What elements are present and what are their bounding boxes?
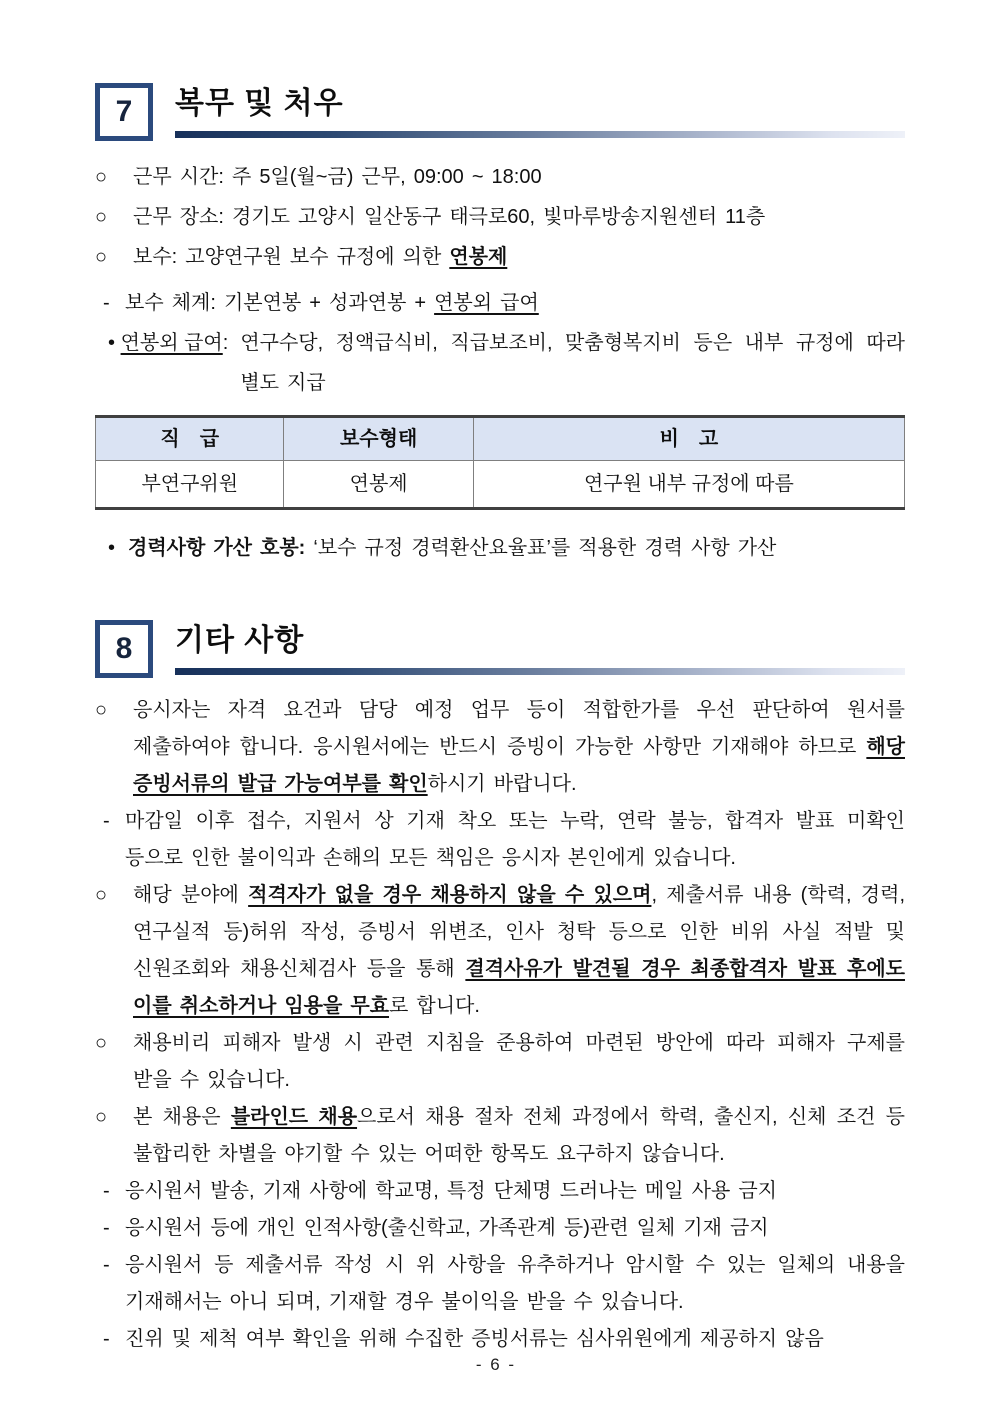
career-bonus-rest: ‘보수 규정 경력환산요율표’를 적용한 경력 사항 가산 bbox=[305, 537, 777, 559]
p3-post: 로 합니다. bbox=[389, 995, 480, 1017]
p5-post: 으로서 채용 절차 전체 과정에서 학력, 출신지, 신체 조건 등 불합리한 차별을 야기할 수 있는 어떠한 항목도 요구하지 않습니다. bbox=[133, 1106, 905, 1165]
extra-pay-item bbox=[108, 323, 905, 403]
p3-mid: , 제출서류 내용 (학력, 경력, 연구실적 등)허위 작성, 증빙서 위변조, 인사 청탁 등으로 인한 비위 사실 적발 및 신원조회와 채용신체검사 등을 통해 bbox=[133, 884, 905, 980]
section-8-body bbox=[95, 692, 905, 1358]
section-8-gradient-bar bbox=[175, 668, 905, 675]
pay-system-underline: 연봉외 급여 bbox=[434, 292, 539, 314]
section-8-number: 8 bbox=[115, 632, 133, 665]
section-8-title: 기타 사항 bbox=[175, 624, 305, 657]
notice-deadline-text: 마감일 이후 접수, 지원서 상 기재 착오 또는 누락, 연락 불능, 합격자 발표 미확인 등으로 인한 불이익과 손해의 모든 책임은 응시자 본인에게 있습니다. bbox=[125, 810, 905, 869]
pay-table-header-row bbox=[96, 417, 905, 461]
section-7-title-wrap bbox=[175, 83, 905, 143]
pay-table-row bbox=[96, 461, 905, 509]
pay-table-header-paytype: 보수형태 bbox=[284, 417, 473, 461]
dash-bullet-icon: - bbox=[103, 292, 110, 314]
p1-pre: 응시자는 자격 요건과 담당 예정 업무 등이 적합한가를 우선 판단하여 원서를 제출하여야 합니다. 응시원서에는 반드시 증빙이 가능한 사항만 기재해야 하므로 bbox=[133, 699, 905, 758]
pay-system-item bbox=[103, 283, 905, 323]
section-7-title: 복무 및 처우 bbox=[175, 87, 344, 120]
notice-deadline bbox=[103, 803, 905, 877]
extra-pay-colon: : bbox=[222, 332, 229, 354]
notice-disqualification bbox=[95, 877, 905, 1025]
notice-disqualification-text bbox=[133, 877, 905, 1025]
dot-bullet-icon: • bbox=[108, 332, 116, 354]
circle-bullet-icon: ○ bbox=[95, 1032, 108, 1054]
circle-bullet-icon: ○ bbox=[95, 1106, 108, 1128]
extra-pay-text: 연구수당, 정액급식비, 직급보조비, 맞춤형복지비 등은 내부 규정에 따라 별도 지급 bbox=[240, 332, 905, 394]
career-bonus-strong: 경력사항 가산 호봉: bbox=[128, 537, 306, 559]
circle-bullet-icon: ○ bbox=[95, 206, 108, 228]
pay-system-text bbox=[125, 283, 905, 323]
career-bonus-item bbox=[108, 528, 905, 568]
circle-bullet-icon: ○ bbox=[95, 246, 108, 268]
dash-bullet-icon: - bbox=[103, 1180, 110, 1202]
pay-text bbox=[133, 237, 905, 277]
pay-table-header-note: 비 고 bbox=[473, 417, 904, 461]
notice-applicant-check-text bbox=[133, 692, 905, 803]
p3-strong2: 결격사유가 발견될 경우 최종합격자 발표 후에도 이를 취소하거나 임용을 무효 bbox=[133, 958, 905, 1017]
section-8-title-wrap bbox=[175, 620, 905, 680]
notice-no-personal-info-text: 응시원서 등에 개인 인적사항(출신학교, 가족관계 등)관련 일체 기재 금지 bbox=[125, 1217, 769, 1239]
pay-system-pre: 보수 체계: 기본연봉 + 성과연봉 + bbox=[125, 292, 435, 314]
notice-no-implication bbox=[103, 1247, 905, 1321]
section-8-header bbox=[95, 620, 905, 680]
pay-item bbox=[95, 237, 905, 277]
p3-pre: 해당 분야에 bbox=[133, 884, 249, 906]
circle-bullet-icon: ○ bbox=[95, 699, 108, 721]
notice-no-school-email-text: 응시원서 발송, 기재 사항에 학교명, 특정 단체명 드러나는 메일 사용 금지 bbox=[125, 1180, 777, 1202]
p3-strong1: 적격자가 없을 경우 채용하지 않을 수 있으며 bbox=[248, 884, 652, 906]
career-bonus-text bbox=[128, 528, 905, 568]
section-7 bbox=[95, 83, 905, 568]
notice-no-personal-info bbox=[103, 1210, 905, 1247]
circle-bullet-icon: ○ bbox=[95, 884, 108, 906]
extra-pay-head bbox=[108, 323, 240, 403]
pay-text-strong: 연봉제 bbox=[449, 246, 508, 268]
notice-blind-hiring bbox=[95, 1099, 905, 1173]
pay-text-pre: 보수: 고양연구원 보수 규정에 의한 bbox=[133, 246, 450, 268]
section-7-body bbox=[95, 157, 905, 568]
section-8 bbox=[95, 620, 905, 1358]
pay-table-cell-rank: 부연구위원 bbox=[96, 461, 284, 509]
work-place-text: 근무 장소: 경기도 고양시 일산동구 태극로60, 빛마루방송지원센터 11층 bbox=[133, 206, 766, 228]
p1-post: 하시기 바랍니다. bbox=[427, 773, 577, 795]
section-7-number-box bbox=[95, 83, 153, 141]
p1-strong: 해당 증빙서류의 발급 가능여부를 확인 bbox=[133, 736, 905, 795]
section-7-number: 7 bbox=[115, 95, 133, 128]
notice-evidence-privacy-text: 진위 및 제척 여부 확인을 위해 수집한 증빙서류는 심사위원에게 제공하지 않음 bbox=[125, 1328, 824, 1350]
dash-bullet-icon: - bbox=[103, 1217, 110, 1239]
section-7-header bbox=[95, 83, 905, 143]
dot-bullet-icon: • bbox=[108, 537, 116, 559]
p5-strong: 블라인드 채용 bbox=[230, 1106, 358, 1128]
pay-table-cell-paytype: 연봉제 bbox=[284, 461, 473, 509]
section-7-gradient-bar bbox=[175, 131, 905, 138]
notice-blind-hiring-text bbox=[133, 1099, 905, 1173]
pay-table-cell-note: 연구원 내부 규정에 따름 bbox=[473, 461, 904, 509]
pay-table bbox=[95, 415, 905, 510]
work-place-item bbox=[95, 197, 905, 237]
work-time-item bbox=[95, 157, 905, 197]
notice-victim-relief-text: 채용비리 피해자 발생 시 관련 지침을 준용하여 마련된 방안에 따라 피해자 구제를 받을 수 있습니다. bbox=[133, 1032, 905, 1091]
dash-bullet-icon: - bbox=[103, 1254, 110, 1276]
dash-bullet-icon: - bbox=[103, 810, 110, 832]
notice-applicant-check bbox=[95, 692, 905, 803]
extra-pay-label: 연봉외 급여 bbox=[120, 332, 223, 354]
notice-victim-relief bbox=[95, 1025, 905, 1099]
p5-pre: 본 채용은 bbox=[133, 1106, 231, 1128]
section-8-number-box bbox=[95, 620, 153, 678]
dash-bullet-icon: - bbox=[103, 1328, 110, 1350]
circle-bullet-icon: ○ bbox=[95, 166, 108, 188]
notice-no-implication-text: 응시원서 등 제출서류 작성 시 위 사항을 유추하거나 암시할 수 있는 일체의 내용을 기재해서는 아니 되며, 기재할 경우 불이익을 받을 수 있습니다. bbox=[125, 1254, 905, 1313]
notice-no-school-email bbox=[103, 1173, 905, 1210]
pay-table-header-rank: 직 급 bbox=[96, 417, 284, 461]
notice-evidence-privacy bbox=[103, 1321, 905, 1358]
page-number: - 6 - bbox=[475, 1355, 517, 1374]
work-time-text: 근무 시간: 주 5일(월~금) 근무, 09:00 ~ 18:00 bbox=[133, 166, 542, 188]
